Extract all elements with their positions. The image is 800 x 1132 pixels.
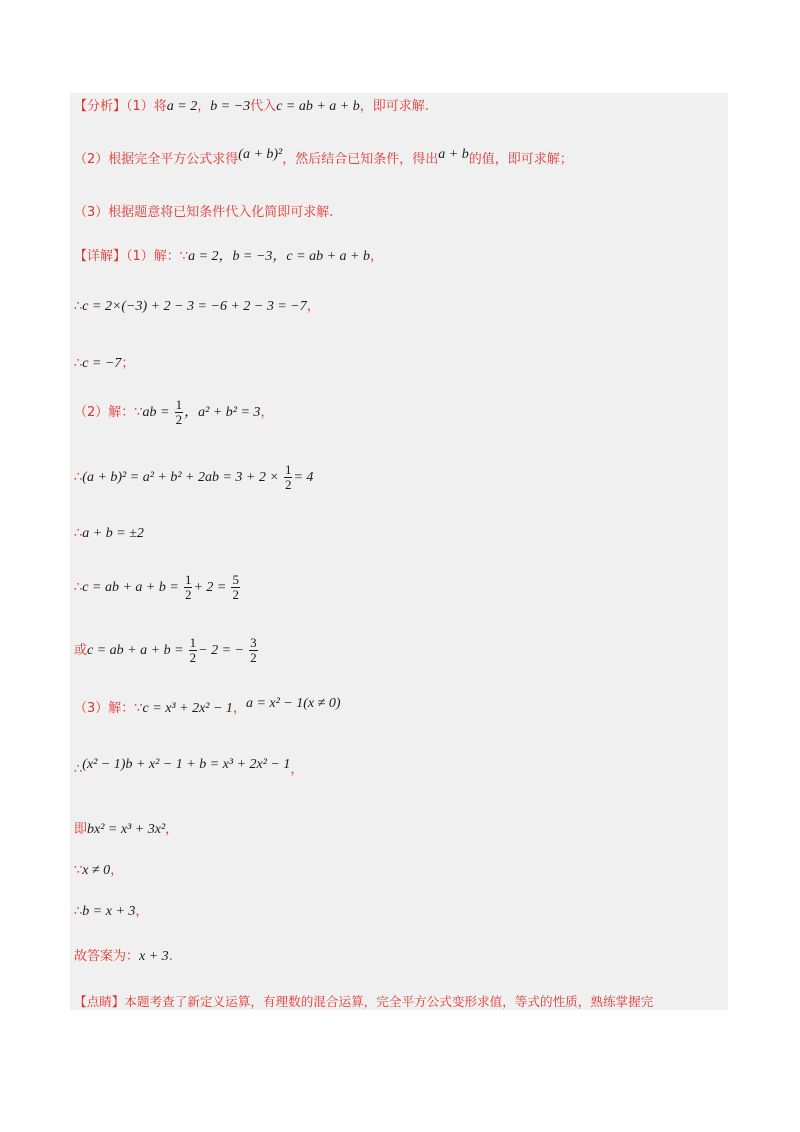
fraction: $\frac{1}{2}$ [189,635,197,665]
step-line-10: ∴b = x + 3， [74,904,149,919]
fraction: $\frac{1}{2}$ [175,397,183,427]
fraction: $\frac{3}{2}$ [250,635,257,665]
step-line-6: 或c = ab + a + b = $\frac{1}{2}$ − 2 = − $\frac{3}{2}$ [74,635,257,665]
answer-line: 故答案为：x + 3. [74,949,173,964]
analysis-line-2: （2）根据完全平方公式求得(a + b)²，然后结合已知条件，得出a + b的值，即可求解； [74,147,573,167]
step-line-1: ∴c = 2×(−3) + 2 − 3 = −6 + 2 − 3 = −7， [74,299,320,314]
detail-tag: 【详解】 [74,249,127,264]
detail-part3-line: （3）解：∵c = x³ + 2x² − 1，a = x² − 1(x ≠ 0) [74,696,341,716]
solution-panel [70,93,728,1010]
step-line-2: ∴c = −7； [74,356,135,371]
analysis-line-1: 【分析】（1）将a = 2，b = −3代入c = ab + a + b，即可求解. [74,99,429,114]
fraction: $\frac{1}{2}$ [284,462,292,492]
analysis-line-3: （3）根据题意将已知条件代入化简即可求解. [74,205,334,220]
step-line-4: ∴a + b = ±2 [74,526,144,541]
step-line-8: 即bx² = x³ + 3x²， [74,822,179,837]
detail-part2-line: （2）解：∵ab = $\frac{1}{2}$ ，a² + b² = 3， [74,397,274,427]
detail-part1-line: 【详解】（1）解：∵a = 2，b = −3，c = ab + a + b， [74,249,383,264]
step-line-3: ∴(a + b)² = a² + b² + 2ab = 3 + 2 × $\frac{1}{2}$ = 4 [74,462,314,492]
key-point-line: 【点睛】本题考查了新定义运算，有理数的混合运算，完全平方公式变形求值，等式的性质，熟练掌握完 [74,994,654,1009]
step-line-5: ∴c = ab + a + b = $\frac{1}{2}$ + 2 = $\frac{5}{2}$ [74,572,239,602]
analysis-tag: 【分析】 [74,99,127,114]
fraction: $\frac{5}{2}$ [232,572,239,602]
step-line-7: ∴(x² − 1)b + x² − 1 + b = x³ + 2x² − 1， [74,757,304,777]
step-line-9: ∵x ≠ 0， [74,863,124,878]
fraction: $\frac{1}{2}$ [184,572,192,602]
